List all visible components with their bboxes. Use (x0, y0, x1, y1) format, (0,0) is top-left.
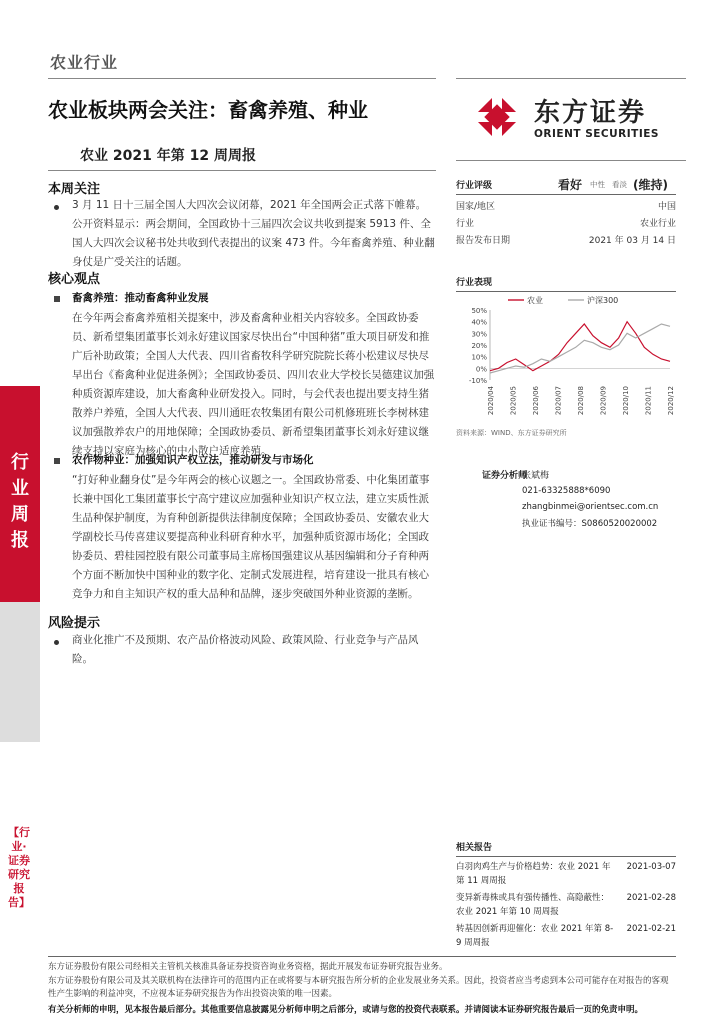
industry-performance-chart (456, 294, 678, 416)
rating-label: 行业评级 (456, 181, 493, 191)
legend-label: 农业 (527, 296, 543, 305)
y-tick-label: 10% (471, 353, 487, 362)
meta-value: 中国 (657, 202, 676, 212)
report-subtitle: 农业 2021 年第 12 周周报 (80, 148, 256, 164)
series-line (490, 322, 670, 371)
logo-english-name: ORIENT SECURITIES (534, 128, 659, 140)
rating-divider (456, 194, 676, 195)
risk-text: 商业化推广不及预期、农产品价格波动风险、政策风险、行业竞争与产品风险。 (72, 634, 419, 665)
meta-value: 农业行业 (639, 219, 676, 229)
bullet-square (54, 296, 60, 302)
related-heading: 相关报告 (456, 843, 493, 853)
meta-row-date (456, 233, 676, 246)
related-divider (456, 856, 676, 857)
x-tick-label: 2020/12 (667, 386, 675, 416)
analyst-email[interactable]: zhangbinmei@orientsec.com.cn (522, 502, 659, 512)
focus-text: 3 月 11 日十三届全国人大四次会议闭幕，2021 年全国两会正式落下帷幕。公开资料显示：两会期间，全国政协十三届四次会议共收到提案 5913 件、全国人大四次会议秘书处共收到代表提出的议案 473 件。今年畜禽养殖、种业翻身仗是广受关注的话题。 (72, 199, 435, 268)
bullet-dot (54, 640, 59, 645)
risk-heading: 风险提示 (48, 616, 101, 631)
y-tick-label: 30% (471, 330, 487, 339)
meta-key: 国家/地区 (456, 202, 496, 212)
meta-key: 报告发布日期 (456, 236, 511, 246)
x-tick-label: 2020/09 (599, 386, 608, 416)
chart-title: 行业表现 (456, 275, 676, 292)
x-tick-label: 2020/06 (532, 386, 540, 416)
meta-value: 2021 年 03 月 14 日 (588, 236, 676, 246)
subtitle-divider (48, 170, 436, 171)
side-gray-band (0, 602, 40, 742)
analyst-cert: 执业证书编号：S0860520020002 (522, 519, 658, 529)
rating-main: 看好 (558, 178, 583, 192)
side-footer-label: 【行业·证券研究报告】 (8, 826, 30, 909)
focus-heading: 本周关注 (48, 182, 101, 197)
related-report-title[interactable]: 转基因创新再迎催化：农业 2021 年第 8-9 周周报 (456, 924, 614, 948)
y-tick-label: -10% (468, 377, 487, 385)
meta-divider (456, 160, 686, 161)
view-2-text: “打好种业翻身仗”是今年两会的核心议题之一。全国政协常委、中化集团董事长兼中国化工集团董事长宁高宁建议应加强种业知识产权立法，建立实质性派生品种保护制度，为育种创新提供法律制度保障；全国政协委员、安徽农业大学副校长马传喜建议要提高种业科研育种水平，加强种质资源市场化；全国政协委员、碧桂园控股有限公司董事局主席杨国强建议从基因编辑和分子育种两个方面不断加快中国种业的数字化、定制式发展进程，培育建设一批具有核心竞争力和自主知识产权的重大品种和品牌，逐步突破国外种业资源的垄断。 (72, 474, 430, 600)
sector-label: 农业行业 (50, 53, 119, 72)
related-report-date: 2021-03-07 (626, 862, 676, 872)
x-tick-label: 2020/08 (577, 386, 585, 416)
x-tick-label: 2020/04 (487, 386, 495, 416)
related-report-item[interactable] (456, 860, 676, 888)
footer-line-2: 东方证券股份有限公司及其关联机构在法律许可的范围内正在或将要与本研究报告所分析的企业发展业务关系。因此，投资者应当考虑到本公司可能存在对报告的客观性产生影响的利益冲突，不应视本证券研究报告为作出投资决策的唯一因素。 (48, 976, 669, 999)
y-tick-label: 20% (471, 342, 487, 350)
rating-low: 看淡 (612, 180, 627, 189)
footer-line-1: 东方证券股份有限公司经相关主管机关核准具备证券投资咨询业务资格，据此开展发布证券研究报告业务。 (48, 962, 448, 972)
chart-section (456, 275, 676, 292)
y-tick-label: 40% (471, 318, 487, 327)
rating-row (456, 176, 676, 194)
related-report-title[interactable]: 白羽肉鸡生产与价格趋势：农业 2021 年第 11 周周报 (456, 862, 611, 886)
view-1-text: 在今年两会畜禽养殖相关提案中，涉及畜禽种业相关内容较多。全国政协委员、新希望集团董事长刘永好建议国家尽快出台“中国种猪”重大项目研发和推广后补助政策；全国人大代表、四川省畜牧科学研究院院长蒋小松建议尽快尽早出台《畜禽种业促进条例》；全国政协委员、四川农业大学校长吴德建议加强种质资源库建设，加大畜禽种业研发投入。同时，与会代表也提出要支持生猪散养户养殖，全国人大代表、四川通旺农牧集团有限公司机修班班长李树林建议加强散养农户的用地保障；全国政协委员、新希望集团董事长刘永好建议继续支持以家庭为核心的中小散户适度养殖。 (72, 312, 435, 457)
logo-chinese-name: 东方证券 (534, 98, 647, 128)
header-divider-right (456, 78, 686, 79)
view-2-title: 农作物种业：加强知识产权立法，推动研发与市场化 (72, 454, 314, 466)
meta-key: 行业 (456, 219, 475, 229)
x-tick-label: 2020/10 (622, 386, 630, 416)
logo-mark-icon (468, 88, 526, 146)
meta-row-industry (456, 216, 676, 229)
x-tick-label: 2020/05 (509, 386, 518, 416)
x-tick-label: 2020/07 (554, 386, 563, 416)
bullet-dot (54, 205, 59, 210)
company-logo (468, 88, 680, 148)
related-report-item[interactable] (456, 891, 676, 919)
views-heading: 核心观点 (48, 272, 101, 287)
y-tick-label: 0% (475, 365, 487, 374)
bullet-square (54, 458, 60, 464)
side-category-band (0, 386, 40, 602)
legend-label: 沪深300 (587, 296, 619, 305)
footer-line-3: 有关分析师的申明，见本报告最后部分。其他重要信息披露见分析师申明之后部分，或请与您的投资代表联系。并请阅读本证券研究报告最后一页的免责申明。 (48, 1005, 644, 1015)
analyst-name: 张斌梅 (522, 471, 550, 481)
related-report-title[interactable]: 变异新毒株或具有强传播性、高隐蔽性：农业 2021 年第 10 周周报 (456, 893, 610, 917)
related-report-date: 2021-02-28 (626, 893, 676, 903)
analyst-phone: 021-63325888*6090 (522, 486, 611, 496)
rating-mid: 中性 (590, 180, 605, 189)
chart-source: 资料来源：WIND、东方证券研究所 (456, 429, 567, 437)
related-report-date: 2021-02-21 (626, 924, 676, 934)
view-1-title: 畜禽养殖：推动畜禽种业发展 (72, 292, 209, 304)
footer-divider (48, 956, 676, 957)
page-title: 农业板块两会关注：畜禽养殖、种业 (48, 98, 368, 122)
analyst-label: 证券分析师 (482, 471, 528, 481)
side-category-label: 行业周报 (11, 452, 29, 551)
meta-row-region (456, 199, 676, 212)
series-line (490, 324, 670, 373)
x-tick-label: 2020/11 (644, 386, 653, 416)
header-divider (48, 78, 436, 79)
related-report-item[interactable] (456, 922, 676, 950)
rating-status: (维持) (633, 178, 668, 192)
y-tick-label: 50% (471, 307, 487, 315)
